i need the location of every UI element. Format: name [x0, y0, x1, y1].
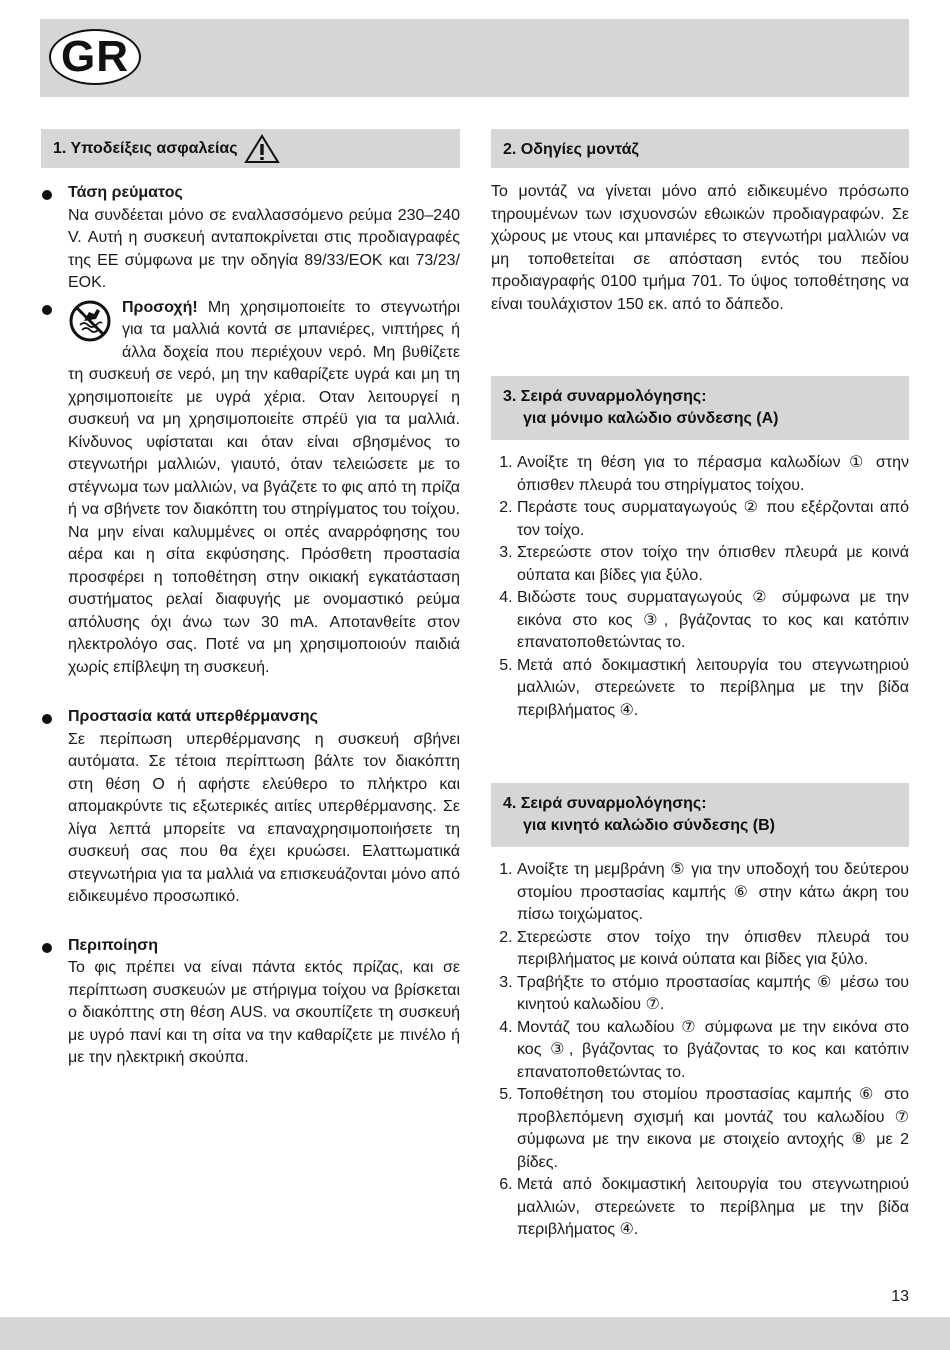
list-item: 2. Στερεώστε στον τοίχο την όπισθεν πλευρά του περιβλήματος με κοινά ούπατα και βίδες για ξύλο. — [517, 927, 909, 972]
overheat-title: Προστασία κατά υπερθέρμανσης — [68, 708, 318, 725]
language-badge: GR — [49, 29, 141, 85]
list-item: 5. Τοποθέτηση του στομίου προστασίας καμπής ⑥ στο προβλεπόμενη σχισμή και μοντάζ του καλωδίου ⑦ σύμφωνα με την εικονα με στοιχείο αντοχής ⑧ με 2 βίδες. — [517, 1084, 909, 1174]
section-3-subtitle: για μόνιμο καλώδιο σύνδεσης (A) — [523, 410, 779, 427]
section-4-subtitle: για κινητό καλώδιο σύνδεσης (B) — [523, 817, 775, 834]
care-title: Περιποίηση — [68, 936, 159, 954]
section-3-title: 3. Σειρά συναρμολόγησης: — [503, 388, 707, 405]
overheat-text: Σε περίπωση υπερθέρμανσης η συσκευή σβήνει αυτόματα. Σε τέτοια περίπτωση βάλτε τον διακόπτη στη θέση O ή αφήστε ελεύθερο το πλήκτρο και απομακρύντε τις εξωτερικές αιτίες υπερθέρμανσης. Σε λίγα λεπτά μπορείτε να επαναχρησιμοποιήσετε τη συσκευή σας που θα έχει κρυώσει. Ελαττωματικά στεγνωτήρια για τα μαλλιά να επισκευάζονται μόνο από ειδικευμένο προσωπικό. — [68, 730, 460, 905]
section-2-text: Το μοντάζ να γίνεται μόνο από ειδικευμένο πρόσωπο τηρουμένων των ισχυονσών εθωικών προδιαγραφών. Σε χώρους με ντους και μπανιέρες το στεγνωτήρι μαλλιών να μη τοποθετείται σε απόσταση εντός του πεδίου προδιαγραφής 0100 τμήμα 701. Το ύψος τοποθέτησης να είναι τουλάχιστον 150 εκ. από το δάπεδο. — [491, 183, 909, 313]
list-item: 6. Μετά από δοκιμαστική λειτουργία του στεγνωτηριού μαλλιών, στερεώνετε το περίβλημα με την βίδα περιβλήματος ④. — [517, 1174, 909, 1242]
section-3-heading — [491, 376, 909, 440]
caution-label: Προσοχή! — [122, 298, 198, 316]
list-item: 4. Μοντάζ του καλωδίου ⑦ σύμφωνα με την εικόνα στο κος ③, βγάζοντας το βγάζοντας το κος και κατόπιν επανατοποθετώντας το. — [517, 1017, 909, 1085]
section-4-heading — [491, 783, 909, 847]
overheat-block — [41, 706, 460, 909]
list-item: 2. Περάστε τους συρματαγωγούς ② που εξέρζονται από τον τοίχο. — [517, 497, 909, 542]
power-voltage-block — [41, 182, 460, 295]
care-text: Το φις πρέπει να είναι πάντα εκτός πρίζας, και σε περίπτωση συσκευών με στήριγμα τοίχου να βρίσκεται ο διακόπτης στη θέση AUS. να σκουπίζετε τη συσκευή με υγρό πανί και τη σίτα να την καθαρίζετε με πινέλο ή με την ηλεκτρική σκούπα. — [68, 959, 460, 1066]
footer-band — [0, 1317, 950, 1350]
section-2-title: 2. Οδηγίες μοντάζ — [503, 141, 639, 158]
care-block — [41, 935, 460, 1070]
page-number: 13 — [891, 1288, 909, 1305]
list-item: 3. Τραβήξτε το στόμιο προστασίας καμπής ⑥ μέσω του κινητού καλωδίου ⑦. — [517, 972, 909, 1017]
bullet-icon — [42, 714, 52, 724]
section-2-heading — [491, 129, 909, 168]
right-column — [491, 129, 909, 1242]
power-voltage-title: Τάση ρεύματος — [68, 184, 183, 201]
header-band — [40, 19, 909, 97]
bullet-icon — [42, 305, 52, 315]
caution-paragraph — [68, 297, 460, 680]
list-item: 4. Βιδώστε τους συρματαγωγούς ② σύμφωνα με την εικόνα στο κος ③, βγάζοντας το κος και κατόπιν επανατοποθετώντας το. — [517, 587, 909, 655]
power-voltage-text: Να συνδέεται μόνο σε εναλλασσόμενο ρεύμα 230–240 V. Αυτή η συσκευή ανταποκρίνεται στις προδιαγραφές της ΕΕ σύμφωνα με την οδηγία 89/33/ΕΟΚ και 73/23/ΕΟΚ. — [68, 206, 460, 291]
section-4-title: 4. Σειρά συναρμολόγησης: — [503, 795, 707, 812]
bullet-icon — [42, 943, 52, 953]
caution-block — [41, 297, 460, 680]
list-item: 5. Μετά από δοκιμαστική λειτουργία του στεγνωτηριού μαλλιών, στερεώνετε το περίβλημα με την βίδα περιβλήματος ④. — [517, 655, 909, 723]
section-1-heading — [41, 129, 460, 168]
section-4-steps — [491, 859, 909, 1242]
list-item: 1. Ανοίξτε τη θέση για το πέρασμα καλωδίων ① στην όπισθεν πλευρά του στηρίγματος τοίχου. — [517, 452, 909, 497]
list-item: 3. Στερεώστε στον τοίχο την όπισθεν πλευρά με κοινά ούπατα και βίδες για ξύλο. — [517, 542, 909, 587]
no-water-use-icon — [68, 299, 112, 343]
section-3-steps — [491, 452, 909, 722]
caution-text: Μη χρησιμοποιείτε το στεγνωτήρι για τα μαλλιά κοντά σε μπανιέρες, νιπτήρες ή άλλα δοχεία που περιέχουν νερό. Μη βυθίζετε τη συσκευή σε νερό, μη την καθαρίζετε υγρά και μη τη χρησιμοποιείτε με υγρά χέρια. Οταν λειτουργεί η συσκευή να μη χρησιμοποιείτε σπρέϋ για τα μαλλιά. Κίνδυνος υφίσταται και όταν είναι σβησμένος το στεγνωτήρι μαλλιών, γιαυτό, όταν τελειώσετε με το στέγνωμα των μαλλιών, να βγάζετε το φις από τη πρίζα ή να σβήνετε τον διακόπτη του στηρίγματος του τοίχου. Να μην είναι καλυμμένες οι οπές αναρρόφησης του αέρα και η σίτα εκφύσησης. Πρόσθετη προστασία προσφέρει η τοποθέτηση στην οικιακή εγκατάσταση συστήματος ρελαί διαφυγής με ονομαστικό ρεύμα απόλυσης όχι άνω των 30 mA. Αποτανθείτε στον ηλεκτρολόγο σας. Ποτέ να μη χρησιμοποιούν παιδιά χωρίς επίβλεψη τη συσκευή. — [68, 298, 460, 676]
left-column — [41, 129, 460, 1070]
bullet-icon — [42, 190, 52, 200]
warning-triangle-icon — [244, 134, 280, 164]
list-item: 1. Ανοίξτε τη μεμβράνη ⑤ για την υποδοχή του δεύτερου στομίου προστασίας καμπής ⑥ στην κάτω άκρη του πίσω τοιχώματος. — [517, 859, 909, 927]
section-1-title: 1. Υποδείξεις ασφαλείας — [53, 139, 238, 157]
